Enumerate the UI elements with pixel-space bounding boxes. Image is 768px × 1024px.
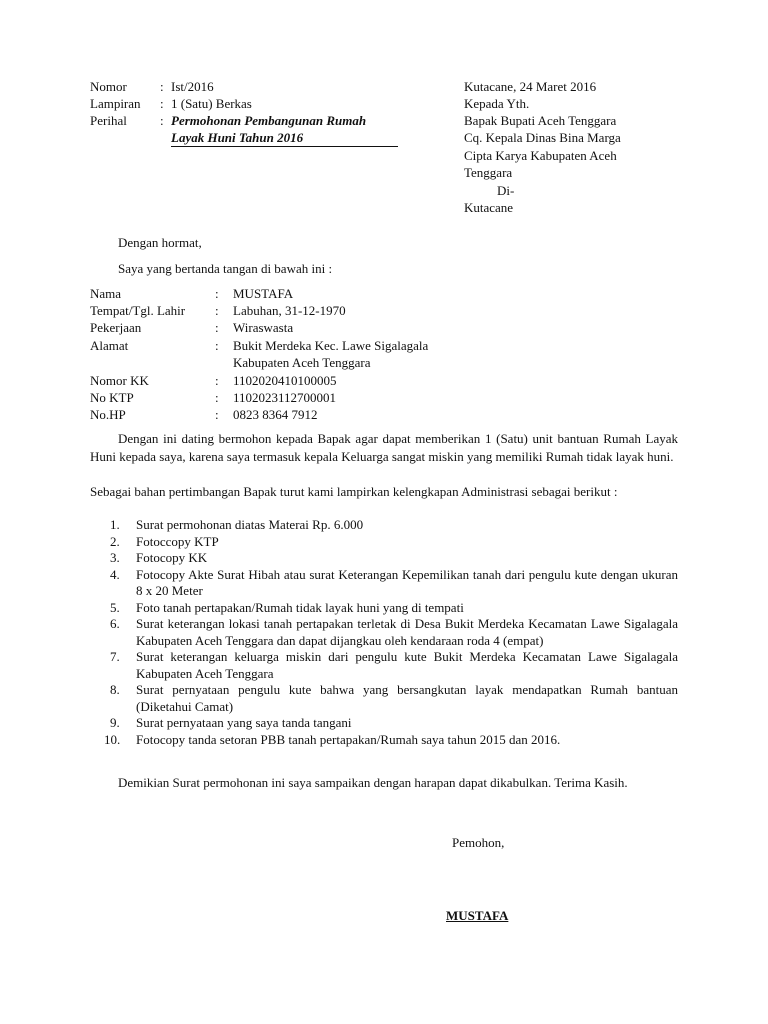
consideration-paragraph: Sebagai bahan pertimbangan Bapak turut kami lampirkan kelengkapan Administrasi sebagai berikut : <box>90 484 618 499</box>
signature-name: MUSTAFA <box>446 908 509 923</box>
list-item: 10. Fotocopy tanda setoran PBB tanah pertapakan/Rumah saya tahun 2015 dan 2016. <box>104 731 561 747</box>
perihal-value-line2: Layak Huni Tahun 2016 <box>171 130 304 145</box>
nomor-label: Nomor <box>90 79 127 94</box>
list-item: 4. Fotocopy Akte Surat Hibah atau surat Keterangan Kepemilikan tanah dari pengulu kute dengan ukuran 8 x 20 Meter <box>110 566 678 598</box>
list-item: 3. Fotocopy KK <box>110 550 208 565</box>
list-item: 5. Foto tanah pertapakan/Rumah tidak layak huni yang di tempati <box>110 599 464 615</box>
lampiran-value: 1 (Satu) Berkas <box>171 96 252 111</box>
list-item: 8. Surat pernyataan pengulu kute bahwa yang bersangkutan layak mendapatkan Rumah bantuan (Diketahui Camat) <box>110 682 678 714</box>
recipient-line: Cipta Karya Kabupaten Aceh <box>464 148 617 163</box>
list-item: 7. Surat keterangan keluarga miskin dari pengulu kute Bukit Merdeka Kecamatan Lawe Sigalagala Kabupaten Aceh Tenggara <box>110 649 678 681</box>
list-item: 6. Surat keterangan lokasi tanah pertapakan terletak di Desa Bukit Merdeka Kecamatan Lawe Sigalagala Kabupaten Aceh Tenggara dan dapat dijangkau oleh kendaraan roda 4 (empat) <box>110 616 678 648</box>
intro-text: Saya yang bertanda tangan di bawah ini : <box>118 261 333 276</box>
perihal-label: Perihal <box>90 113 127 128</box>
request-paragraph: Dengan ini dating bermohon kepada Bapak agar dapat memberikan 1 (Satu) unit bantuan Rumah Layak Huni kepada saya, karena saya termasuk kepala Keluarga sangat miskin yang memiliki Rumah tidak layak huni. <box>90 431 678 464</box>
nomor-value: Ist/2016 <box>171 79 214 94</box>
recipient-line: Bapak Bupati Aceh Tenggara <box>464 113 617 128</box>
recipient-line: Cq. Kepala Dinas Bina Marga <box>464 130 621 145</box>
list-item: 9. Surat pernyataan yang saya tanda tangani <box>110 715 352 730</box>
letter-date: Kutacane, 24 Maret 2016 <box>464 79 597 94</box>
greeting: Dengan hormat, <box>118 235 202 250</box>
closing-paragraph: Demikian Surat permohonan ini saya sampaikan dengan harapan dapat dikabulkan. Terima Kasih. <box>118 775 628 790</box>
lampiran-label: Lampiran <box>90 96 141 111</box>
attachment-list <box>90 517 678 748</box>
list-item: 1. Surat permohonan diatas Materai Rp. 6.000 <box>110 517 364 532</box>
recipient-line: Di- <box>497 183 515 198</box>
letter-page: Nomor : Ist/2016 Lampiran : 1 (Satu) Berkas Perihal : Permohonan Pembangunan Rumah Layak Huni Tahun 2016 Kutacane, 24 Maret 2016 Kepada Yth. Bapak Bupati Aceh Tenggara Cq. Kepala Dinas Bina Marga Cipta Karya Kabupaten Aceh Tenggara Di- Kutacane Dengan hormat, Saya yang bertanda tangan di bawah ini : Nama : MUSTAFA Tempat/Tgl. Lahir : Labuhan, 31-12-1970 Pekerjaan : Wiraswasta Alamat : Bukit Merdeka Kec. Lawe Sigalagala Kabupaten Aceh Tenggara Nomor KK : 1102020410100005 No KTP : 1102023112700001 No.HP : 0823 8364 7912 Dengan ini dating bermohon kepada Bapak agar dapat memberikan 1 (Satu) unit bantuan Rumah Layak Huni kepada saya, karena saya termasuk kepala Keluarga sangat miskin yang memiliki Rumah tidak layak huni. Sebagai bahan pertimbangan Bapak turut kami lampirkan kelengkapan Administrasi sebagai berikut : 1. Surat permohonan diatas Materai Rp. 6.000 2. Fotoccopy KTP 3. Fotocopy KK 4. Fotocopy Akte Surat Hibah atau surat Keterangan Kepemilikan tanah dari pengulu kute dengan ukuran 8 x 20 Meter 5. Foto tanah pertapakan/Rumah tidak layak huni yang di tempati 6. Surat keterangan lokasi tanah pertapakan terletak di Desa Bukit Merdeka Kecamatan Lawe Sigalagala Kabupaten Aceh Tenggara dan dapat dijangkau oleh kendaraan roda 4 (empat) 7. Surat keterangan keluarga miskin dari pengulu kute Bukit Merdeka Kecamatan Lawe Sigalagala Kabupaten Aceh Tenggara 8. Surat pernyataan pengulu kute bahwa yang bersangkutan layak mendapatkan Rumah bantuan (Diketahui Camat) 9. Surat pernyataan yang saya tanda tangani 10. Fotocopy tanda setoran PBB tanah pertapakan/Rumah saya tahun 2015 dan 2016. Demikian Surat permohonan ini saya sampaikan dengan harapan dapat dikabulkan. Terima Kasih. Pemohon, MUSTAFA <box>90 79 678 923</box>
list-item: 2. Fotoccopy KTP <box>110 533 219 549</box>
recipient-city: Kutacane <box>464 200 514 215</box>
recipient-line: Tenggara <box>464 165 513 180</box>
recipient-line: Kepada Yth. <box>464 96 530 111</box>
signature-label: Pemohon, <box>452 835 505 850</box>
perihal-value-line1: Permohonan Pembangunan Rumah <box>171 113 367 128</box>
perihal-underline <box>171 146 398 147</box>
